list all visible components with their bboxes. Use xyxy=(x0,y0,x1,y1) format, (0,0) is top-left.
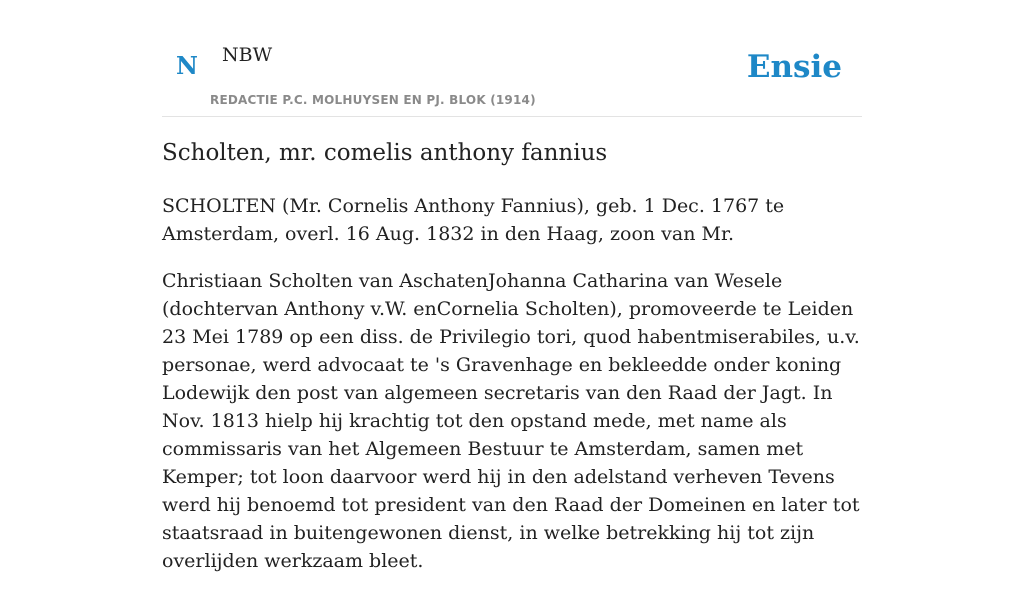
source-subtitle: REDACTIE P.C. MOLHUYSEN EN PJ. BLOK (1914) xyxy=(210,93,536,107)
source-header xyxy=(162,0,862,117)
entry-paragraph: SCHOLTEN (Mr. Cornelis Anthony Fannius), geb. 1 Dec. 1767 te Amsterdam, overl. 16 Aug. 1832 in den Haag, zoon van Mr. xyxy=(162,195,785,245)
source-name[interactable]: NBW xyxy=(222,44,273,66)
entry-body xyxy=(162,192,862,594)
entry-paragraph: Christiaan Scholten van AschatenJohanna Catharina van Wesele (dochtervan Anthony v.W. enCornelia Scholten), promoveerde te Leiden 23 Mei 1789 op een diss. de Privilegio tori, quod habentmiserabiles, u.v. personae, werd advocaat te 's Gravenhage en bekleedde onder koning Lodewijk den post van algemeen secretaris van den Raad der Jagt. In Nov. 1813 hielp hij krachtig tot den opstand mede, met name als commissaris van het Algemeen Bestuur te Amsterdam, samen met Kemper; tot loon daarvoor werd hij in den adelstand verheven Tevens werd hij benoemd tot president van den Raad der Domeinen en later tot staatsraad in buitengewonen dienst, in welke betrekking hij tot zijn overlijden werkzaam bleet. xyxy=(162,270,860,572)
brand-logo-link[interactable]: Ensie xyxy=(746,49,842,85)
source-logo[interactable]: N xyxy=(176,51,198,80)
entry-title: Scholten, mr. comelis anthony fannius xyxy=(162,140,608,166)
